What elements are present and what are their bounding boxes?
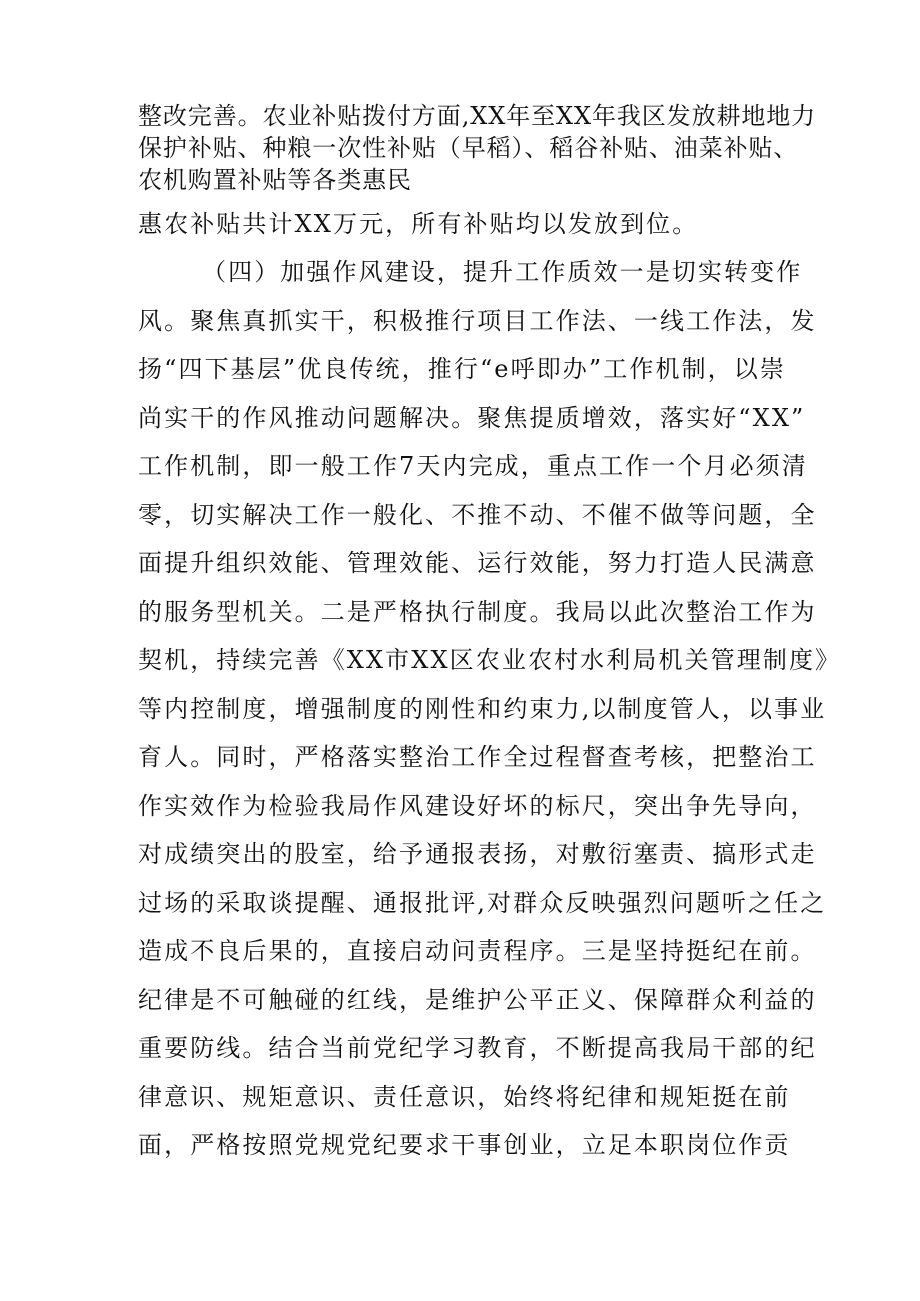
text-line: 作实效作为检验我局作风建设好坏的标尺，突出争先导向， bbox=[138, 792, 817, 820]
text-line: 整改完善。农业补贴拨付方面,XX年至XX年我区发放耕地地力 bbox=[138, 102, 817, 130]
text-line: 面提升组织效能、管理效能、运行效能，努力打造人民满意 bbox=[138, 549, 817, 577]
text-line: 农机购置补贴等各类惠民 bbox=[138, 166, 412, 194]
text-line: 纪律是不可触碰的红线，是维护公平正义、保障群众利益的 bbox=[138, 986, 817, 1014]
text-line: 风。聚焦真抓实干，积极推行项目工作法、一线工作法，发 bbox=[138, 307, 817, 335]
text-line: 尚实干的作风推动问题解决。聚焦提质增效，落实好“XX” bbox=[138, 404, 806, 432]
text-line: 过场的采取谈提醒、通报批评,对群众反映强烈问题听之任之 bbox=[138, 889, 827, 917]
text-line: 保护补贴、种粮一次性补贴（早稻）、稻谷补贴、油菜补贴、 bbox=[138, 134, 799, 162]
text-line: 对成绩突出的股室，给予通报表扬，对敷衍塞责、搞形式走 bbox=[138, 840, 817, 868]
text-line: 面，严格按照党规党纪要求干事创业，立足本职岗位作贡 bbox=[138, 1131, 791, 1159]
text-line: 契机，持续完善《XX市XX区农业农村水利局机关管理制度》 bbox=[138, 646, 842, 674]
text-line: 工作机制，即一般工作7天内完成，重点工作一个月必须清 bbox=[138, 452, 808, 480]
text-line: 惠农补贴共计XX万元，所有补贴均以发放到位。 bbox=[138, 210, 699, 238]
text-line: 育人。同时，严格落实整治工作全过程督查考核，把整治工 bbox=[138, 743, 817, 771]
text-line: 扬“四下基层”优良传统，推行“e呼即办”工作机制，以崇 bbox=[138, 355, 786, 383]
text-line: 律意识、规矩意识、责任意识，始终将纪律和规矩挺在前 bbox=[138, 1083, 791, 1111]
text-line: 等内控制度，增强制度的刚性和约束力,以制度管人，以事业 bbox=[138, 695, 827, 723]
text-line: 的服务型机关。二是严格执行制度。我局以此次整治工作为 bbox=[138, 598, 817, 626]
text-line: 重要防线。结合当前党纪学习教育，不断提高我局干部的纪 bbox=[138, 1034, 817, 1062]
paragraph-heading-line: （四）加强作风建设，提升工作质效一是切实转变作 bbox=[202, 258, 803, 286]
text-line: 造成不良后果的，直接启动问责程序。三是坚持挺纪在前。 bbox=[138, 937, 817, 965]
text-line: 零，切实解决工作一般化、不推不动、不催不做等问题，全 bbox=[138, 501, 817, 529]
